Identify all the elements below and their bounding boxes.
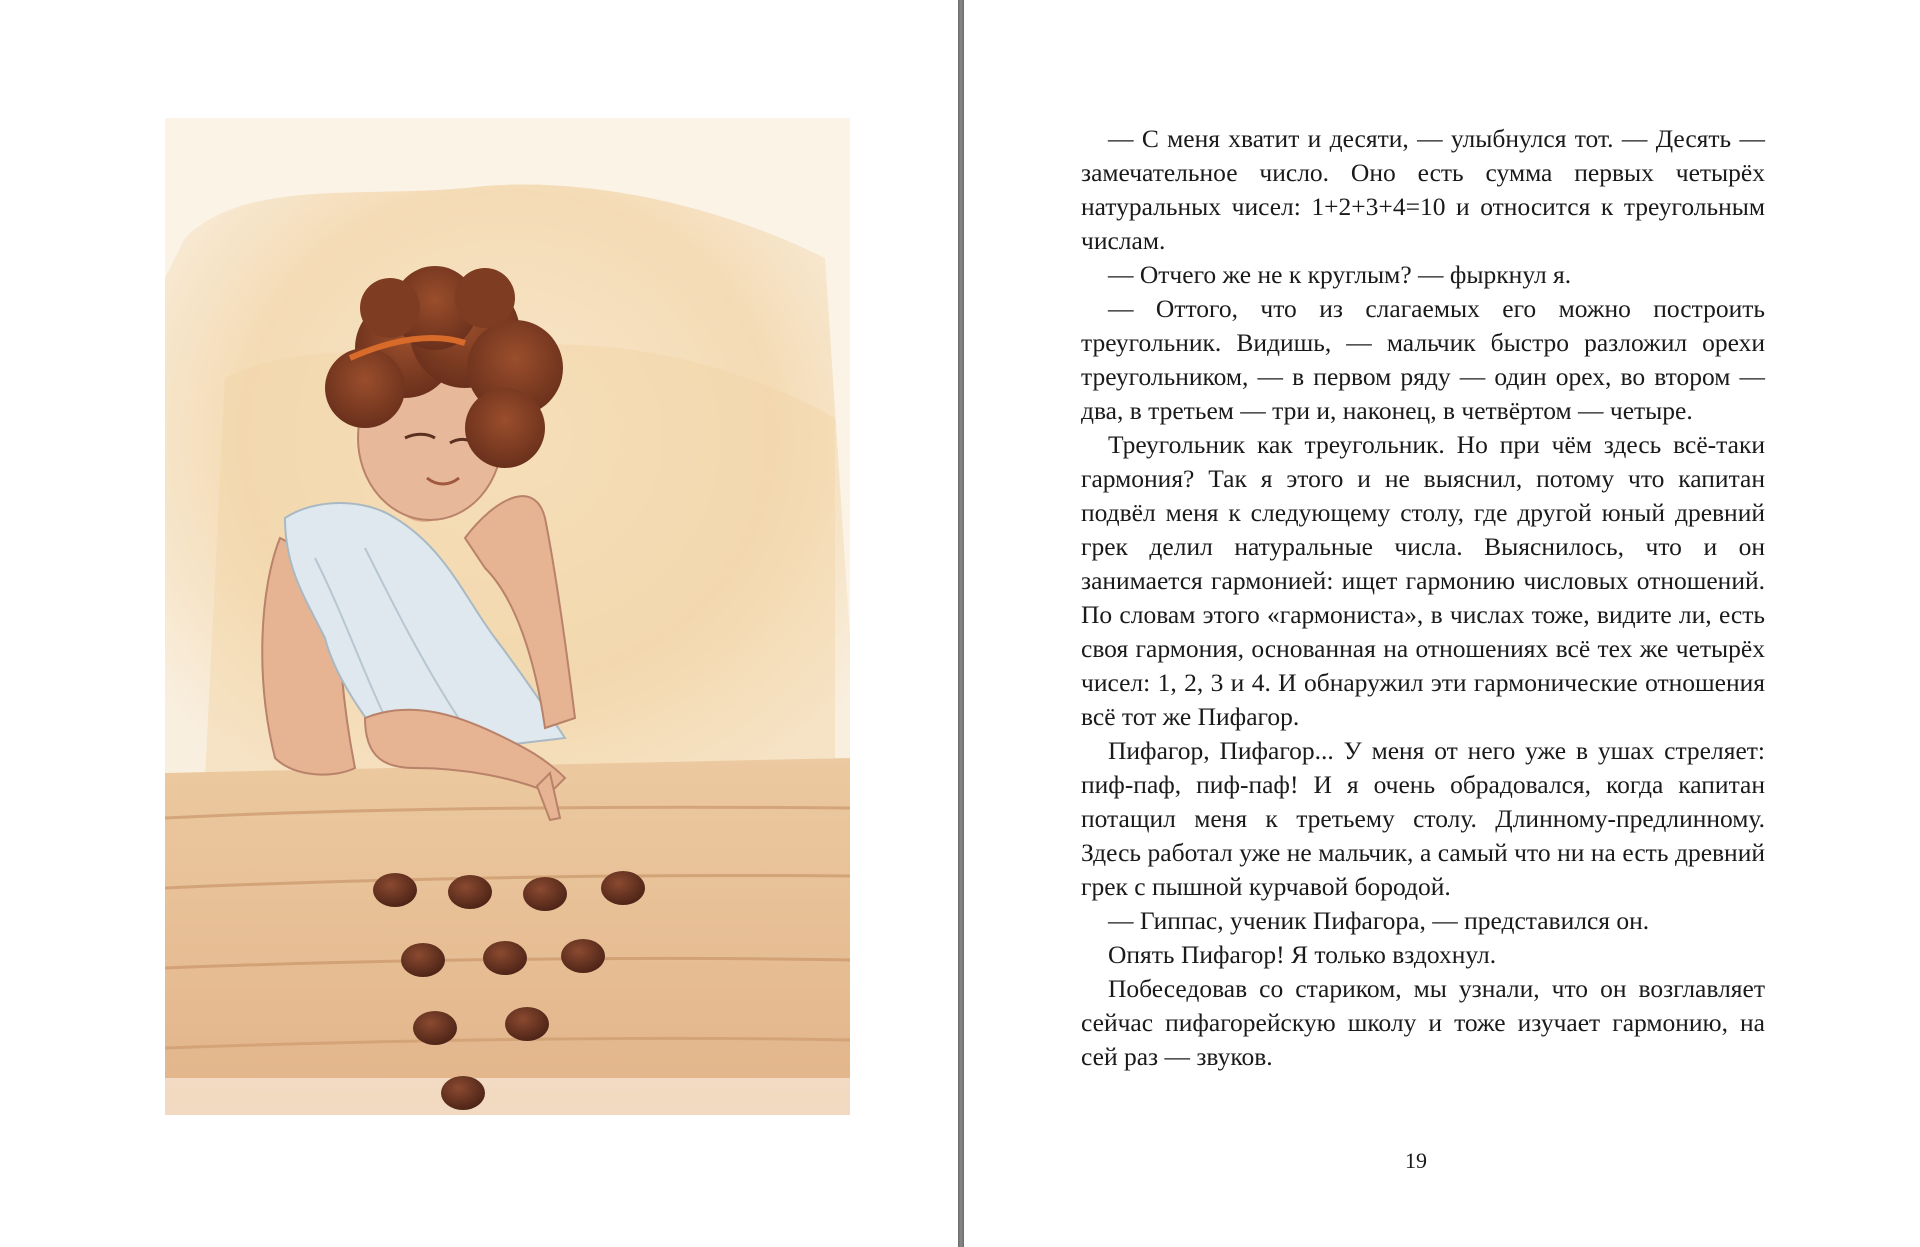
paragraph: Треугольник как треугольник. Но при чём здесь всё-таки гармония? Так я этого и не выяснил, потому что капитан подвёл меня к следующему столу, где другой юный древний грек делил натуральные числа. Выяснилось, что и он занимается гармонией: ищет гармонию числовых отношений. По словам этого «гармониста», в числах тоже, видите ли, есть своя гармония, основанная на отношениях всё тех же четырёх чисел: 1, 2, 3 и 4. И обнаружил эти гармонические отношения всё тот же Пифагор. bbox=[1081, 430, 1765, 731]
nut bbox=[505, 1007, 549, 1041]
nut bbox=[413, 1011, 457, 1045]
paragraph: Опять Пифагор! Я только вздохнул. bbox=[1108, 940, 1497, 969]
nut bbox=[523, 877, 567, 911]
nut bbox=[441, 1076, 485, 1110]
page-number: 19 bbox=[1405, 1148, 1427, 1173]
paragraph: Побеседовав со стариком, мы узнали, что он возглавляет сейчас пифагорейскую школу и тоже изучает гармонию, на сей раз — звуков. bbox=[1081, 974, 1765, 1071]
illustration bbox=[165, 118, 850, 1115]
left-page bbox=[0, 0, 958, 1247]
nut bbox=[601, 871, 645, 905]
nut bbox=[373, 873, 417, 907]
paragraph: — Отчего же не к круглым? — фыркнул я. bbox=[1108, 260, 1572, 289]
illustration-boy-with-nuts bbox=[165, 118, 850, 1115]
body-text bbox=[1081, 122, 1765, 1074]
wooden-table bbox=[165, 758, 850, 1115]
paragraph: — Оттого, что из слагаемых его можно построить треугольник. Видишь, — мальчик быстро разложил орехи треугольником, — в первом ряду — один орех, во втором — два, в третьем — три и, наконец, в четвёртом — четыре. bbox=[1081, 294, 1765, 425]
paragraph: — Гиппас, ученик Пифагора, — представился он. bbox=[1108, 906, 1650, 935]
nut bbox=[561, 939, 605, 973]
nut bbox=[483, 941, 527, 975]
paragraph: — С меня хватит и десяти, — улыбнулся тот. — Десять — замечательное число. Оно есть сумма первых четырёх натуральных чисел: 1+2+3+4=10 и относится к треугольным числам. bbox=[1081, 124, 1765, 255]
nut bbox=[448, 875, 492, 909]
nut bbox=[401, 943, 445, 977]
paragraph: Пифагор, Пифагор... У меня от него уже в ушах стреляет: пиф-паф, пиф-паф! И я очень обрадовался, когда капитан потащил меня к третьему столу. Длинному-предлинному. Здесь работал уже не мальчик, а самый что ни на есть древний грек с пышной курчавой бородой. bbox=[1081, 736, 1765, 901]
